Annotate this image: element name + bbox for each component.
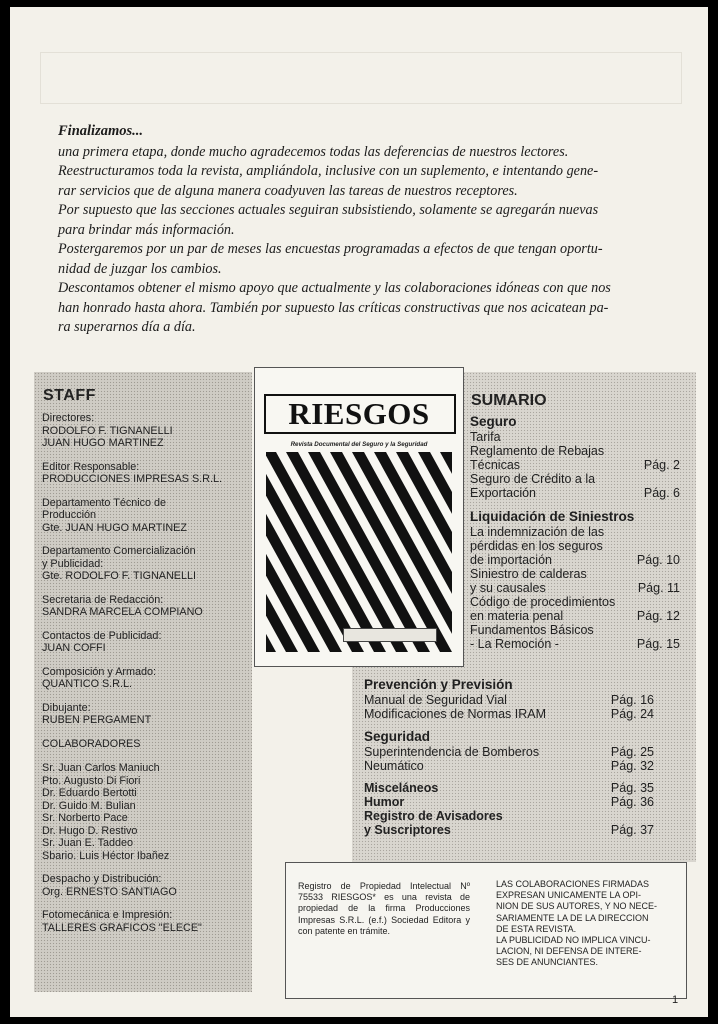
staff-group: [42, 666, 247, 691]
magazine-cover: [254, 367, 464, 667]
section-heading-seguro: Seguro: [470, 414, 517, 429]
staff-group: [42, 461, 247, 486]
sumario-lower: [364, 677, 654, 837]
section-heading-prevencion: Prevención y Previsión: [364, 677, 513, 692]
intro-line: Descontamos obtener el mismo apoyo que actualmente y las colaboraciones idóneas con que nos: [58, 280, 611, 296]
staff-box: [34, 372, 252, 992]
intro-line: nidad de juzgar los cambios.: [58, 260, 222, 277]
staff-group: [42, 412, 247, 450]
staff-line: Dibujante:: [42, 701, 91, 714]
intro-lead: Finalizamos...: [58, 123, 144, 139]
toc-row: - La Remoción - Pág. 15: [470, 637, 680, 651]
toc-row: de importación Pág. 10: [470, 553, 680, 567]
cover-subtitle: Revista Documental del Seguro y la Seguridad: [290, 441, 428, 448]
staff-list: [42, 412, 247, 945]
staff-line: Fotomecánica e Impresión:: [42, 909, 173, 921]
staff-line: Departamento Técnico de: [42, 496, 167, 509]
toc-row: Tarifa: [470, 430, 501, 444]
toc-row: Exportación Pág. 6: [470, 486, 680, 500]
toc-row: Neumático Pág. 32: [364, 759, 654, 773]
diagonal-stripes-graphic: [266, 452, 452, 652]
staff-group: [42, 594, 247, 619]
staff-line: Secretaria de Redacción:: [42, 593, 164, 606]
magazine-page: [10, 7, 708, 1017]
intro-line: ra superarnos día a día.: [58, 319, 196, 335]
staff-group: [42, 909, 247, 934]
disclaimer-note: LAS COLABORACIONES FIRMADAS EXPRESAN UNICAMENTE LA OPI- NION DE SUS AUTORES, Y NO NECE- SARIAMENTE LA DE LA DIRECCION DE ESTA REVISTA. LA PUBLICIDAD NO IMPLICA VINCU- LACION, NI DEFENSA DE INTERE- SES DE ANUNCIANTES.: [496, 879, 658, 968]
staff-group: [42, 702, 247, 727]
staff-line: Producción: [42, 509, 97, 521]
staff-line: RUBEN PERGAMENT: [42, 714, 152, 726]
toc-row: Modificaciones de Normas IRAM Pág. 24: [364, 707, 654, 721]
toc-row-registro: Registro de Avisadores: [364, 809, 503, 823]
staff-line: Editor Responsable:: [42, 460, 140, 473]
intro-line: Por supuesto que las secciones actuales seguiran subsistiendo, solamente se agregarán nuevas: [58, 202, 599, 218]
staff-line: JUAN COFFI: [42, 642, 106, 654]
toc-row: Superintendencia de Bomberos Pág. 25: [364, 745, 654, 759]
toc-row: La indemnización de las: [470, 525, 605, 539]
cover-bar: [343, 628, 437, 642]
toc-row: Código de procedimientos: [470, 595, 616, 609]
staff-line: y Publicidad:: [42, 557, 104, 570]
toc-row-suscriptores: y Suscriptores Pág. 37: [364, 823, 654, 837]
staff-title: STAFF: [43, 387, 96, 404]
intro-line: han honrado hasta ahora. También por supuesto las críticas constructivas que nos acicatean pa-: [58, 299, 609, 316]
staff-line: Composición y Armado:: [42, 665, 157, 678]
cover-title: RIESGOS: [288, 396, 430, 431]
collaborator: Dr. Guido M. Bulian: [42, 799, 136, 812]
collaborator: Dr. Hugo D. Restivo: [42, 824, 138, 837]
collaborators-list: [42, 762, 247, 862]
toc-row-humor: Humor Pág. 36: [364, 795, 654, 809]
show-through-box: [40, 52, 682, 104]
intro-line: Postergaremos por un par de meses las encuestas programadas a efectos de que tengan oportu-: [58, 241, 603, 257]
staff-line: Gte. JUAN HUGO MARTINEZ: [42, 521, 187, 534]
collaborator: Sr. Juan Carlos Maniuch: [42, 762, 160, 774]
staff-line: RODOLFO F. TIGNANELLI: [42, 424, 173, 437]
toc-row: pérdidas en los seguros: [470, 539, 603, 553]
staff-line: PRODUCCIONES IMPRESAS S.R.L.: [42, 473, 222, 485]
collaborator: Sr. Norberto Pace: [42, 812, 128, 824]
registry-note: Registro de Propiedad Intelectual Nº 75533 RIESGOS* es una revista de propiedad de la firma Producciones Impresas S.R.L. (e.f.) Sociedad Editora y con patente en trámite.: [298, 881, 470, 936]
collaborator: Sbario. Luis Héctor Ibañez: [42, 849, 170, 862]
section-heading-seguridad: Seguridad: [364, 729, 431, 744]
intro-line: una primera etapa, donde mucho agradecemos todas las deferencias de nuestros lectores.: [58, 143, 569, 160]
staff-group: [42, 545, 247, 583]
staff-line: Org. ERNESTO SANTIAGO: [42, 885, 177, 898]
editorial-intro: [58, 122, 670, 338]
collaborator: Pto. Augusto Di Fiori: [42, 774, 141, 787]
toc-row: Siniestro de calderas: [470, 567, 587, 581]
staff-line: Despacho y Distribución:: [42, 873, 162, 885]
intro-line: Reestructuramos toda la revista, ampliándola, inclusive con un suplemento, e intentando gene-: [58, 163, 599, 179]
toc-row: Reglamento de Rebajas: [470, 444, 605, 458]
staff-line: Contactos de Publicidad:: [42, 629, 162, 642]
toc-row-misc: Misceláneos Pág. 35: [364, 781, 654, 795]
collaborators-heading: COLABORADORES: [42, 737, 141, 750]
staff-line: SANDRA MARCELA COMPIANO: [42, 606, 203, 618]
toc-row: en materia penal Pág. 12: [470, 609, 680, 623]
toc-row: Fundamentos Básicos: [470, 623, 594, 637]
collaborator: Dr. Eduardo Bertotti: [42, 787, 137, 799]
staff-group: [42, 497, 247, 535]
legal-notes-box: [285, 862, 687, 999]
staff-line: TALLERES GRAFICOS "ELECE": [42, 921, 202, 934]
sumario-upper: [470, 414, 680, 651]
staff-line: Gte. RODOLFO F. TIGNANELLI: [42, 570, 196, 582]
staff-group: [42, 873, 247, 898]
intro-line: rar servicios que de alguna manera coadyuven las tareas de nuestros receptores.: [58, 182, 518, 199]
section-heading-liquidacion: Liquidación de Siniestros: [470, 509, 635, 524]
staff-line: Directores:: [42, 412, 95, 424]
intro-line: para brindar más información.: [58, 221, 235, 238]
staff-line: JUAN HUGO MARTINEZ: [42, 437, 164, 449]
toc-row: Manual de Seguridad Vial Pág. 16: [364, 693, 654, 707]
toc-row: y su causales Pág. 11: [470, 581, 680, 595]
staff-group: [42, 630, 247, 655]
toc-row: Seguro de Crédito a la: [470, 472, 596, 486]
page-number: 1: [672, 994, 679, 1006]
toc-row: Técnicas Pág. 2: [470, 458, 680, 472]
staff-line: QUANTICO S.R.L.: [42, 678, 132, 690]
staff-line: Departamento Comercialización: [42, 545, 196, 557]
collaborator: Sr. Juan E. Taddeo: [42, 837, 134, 849]
sumario-title: SUMARIO: [471, 392, 547, 409]
